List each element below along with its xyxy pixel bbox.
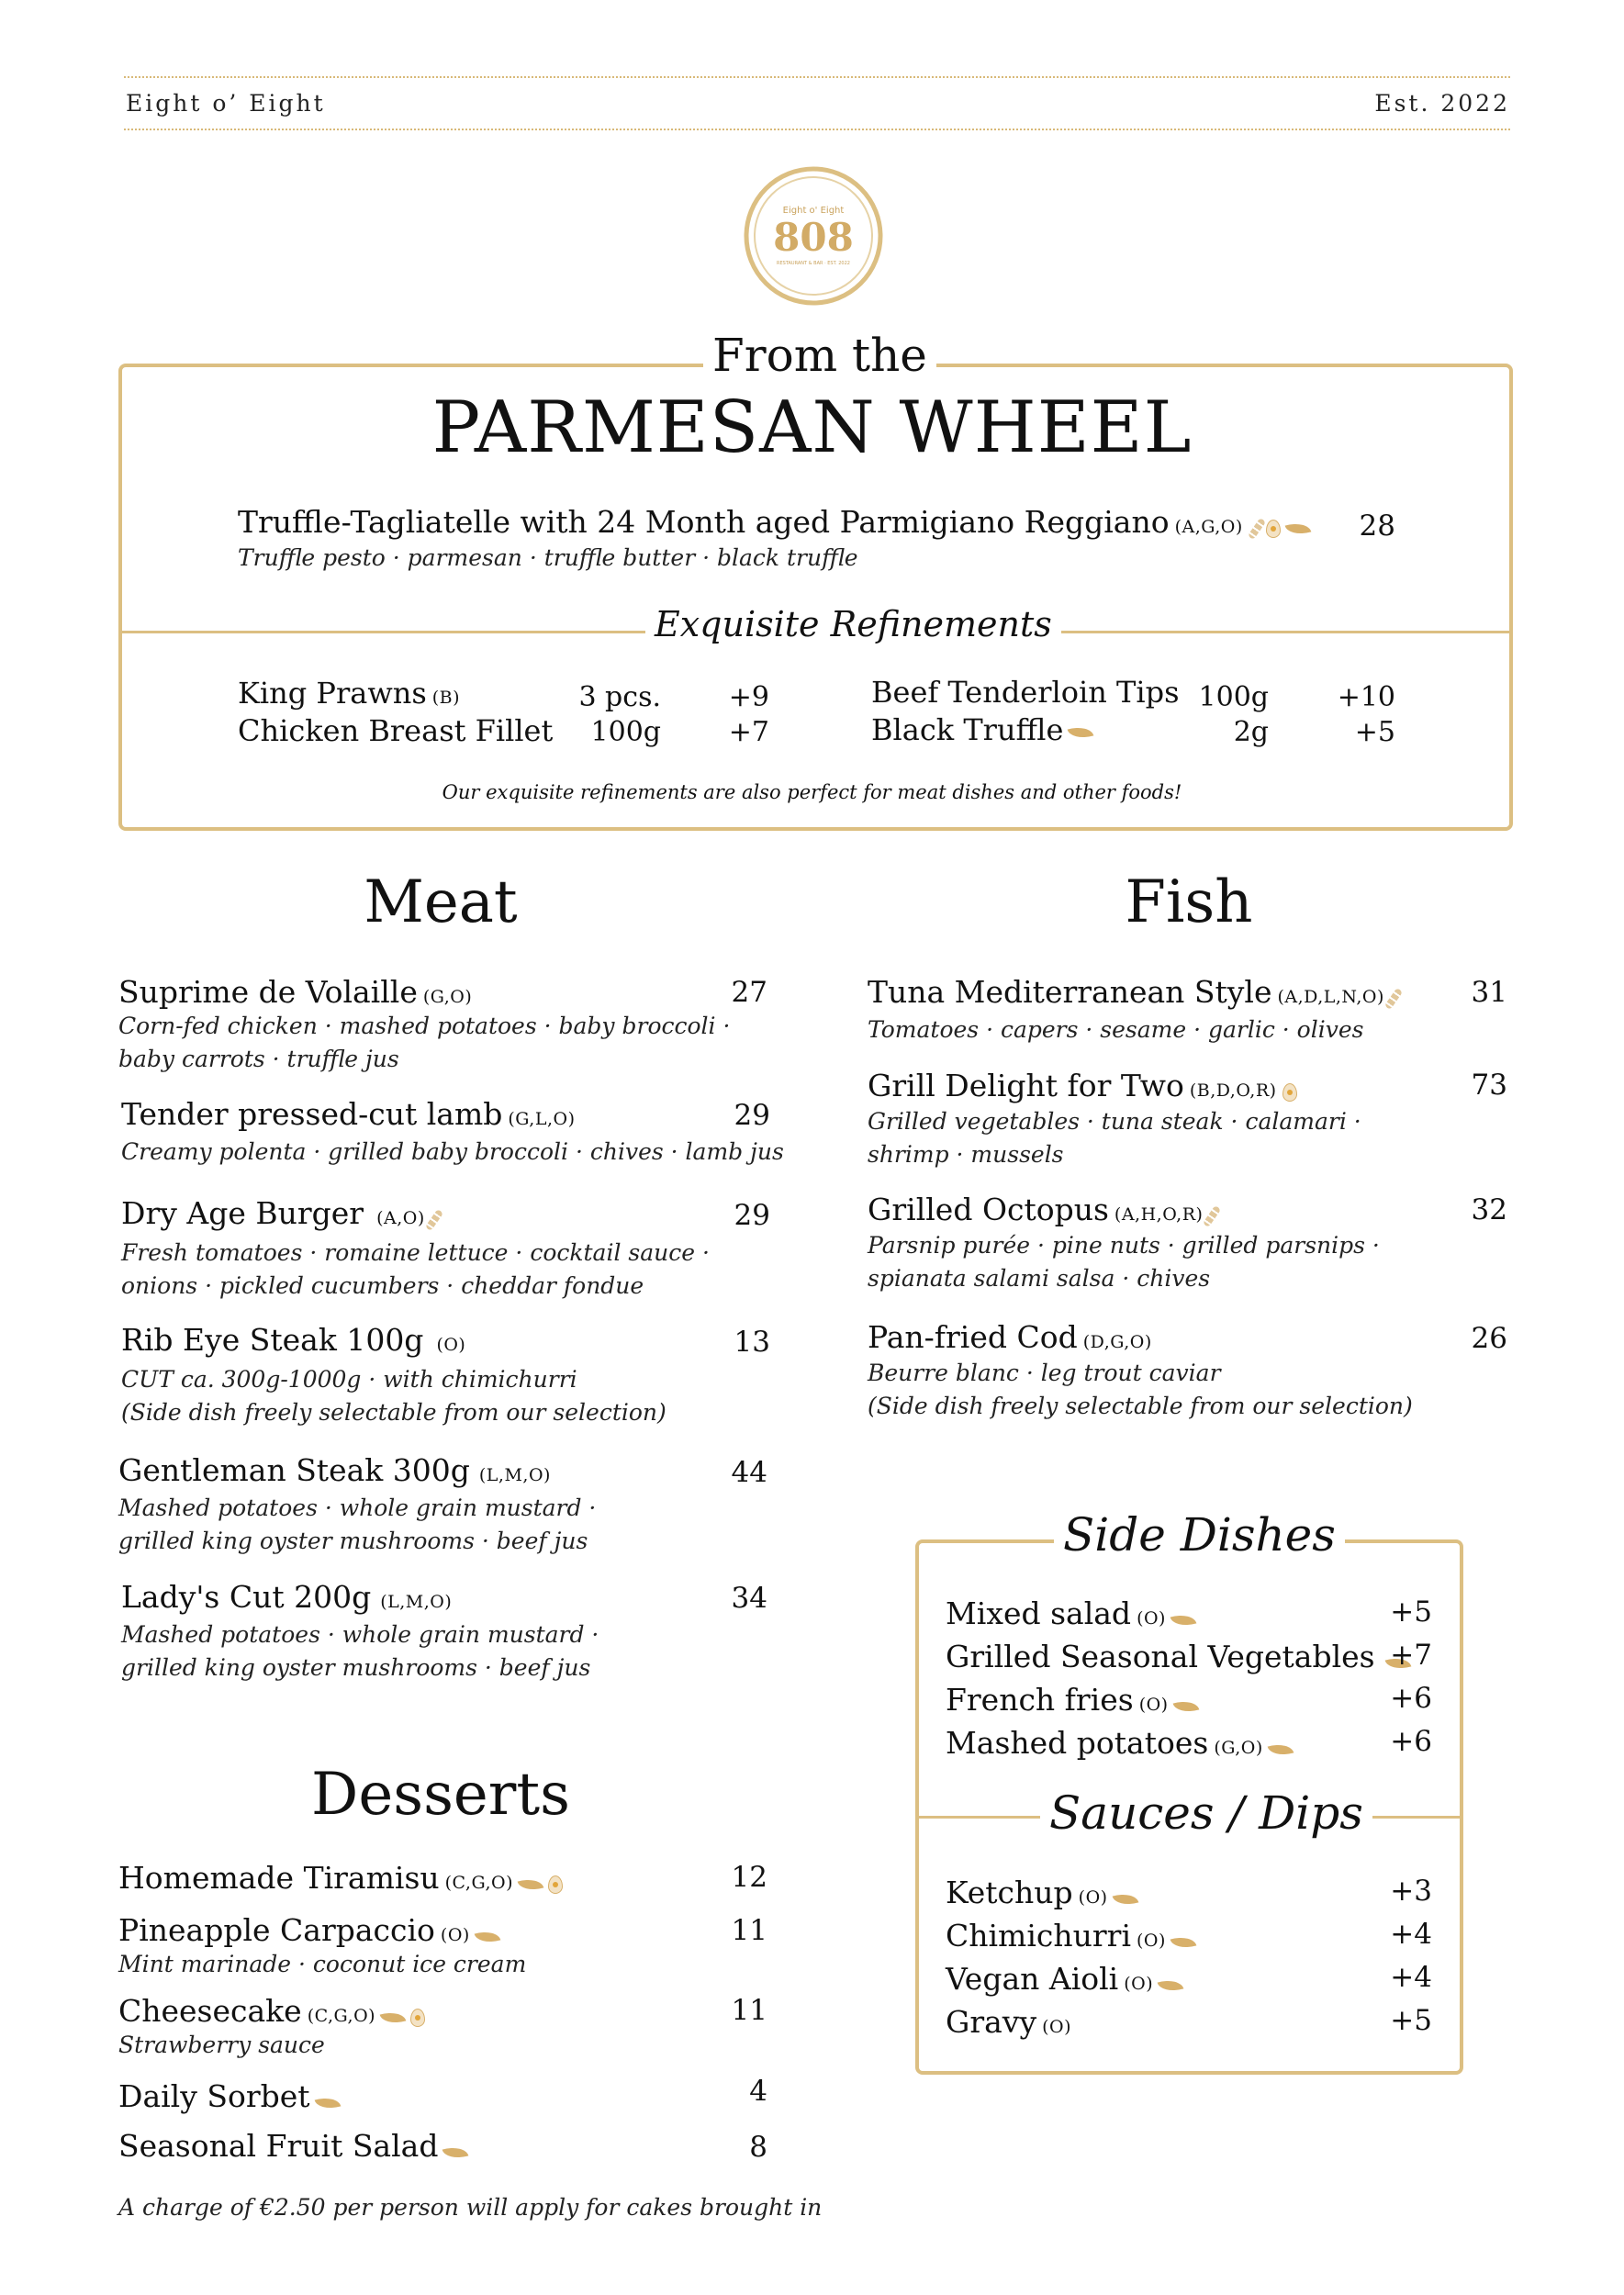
egg-icon [410, 2009, 425, 2027]
dessert-price-tiramisu: 12 [731, 1861, 767, 1894]
dessert-price-pineapple: 11 [731, 1914, 767, 1947]
refinement-beef-tenderloin: Beef Tenderloin Tips [871, 675, 1180, 710]
refinement-king-prawns-qty: 3 pcs. [578, 681, 661, 713]
meat-price-burger: 29 [734, 1199, 770, 1232]
leaf-icon [1170, 1932, 1197, 1951]
side-item-french-fries: French fries (O) +6 [946, 1682, 1432, 1718]
dessert-price-cheesecake: 11 [731, 1994, 767, 2027]
sauce-item-vegan-aioli: Vegan Aioli (O) +4 [946, 1961, 1432, 1997]
meat-title: Meat [364, 868, 518, 936]
leaf-icon [1285, 519, 1312, 537]
leaf-icon [1170, 1610, 1197, 1629]
meat-item-suprime: Suprime de Volaille (G,O) Corn-fed chicken · mashed potatoes · baby broccoli · baby carrots · truffle jus [118, 974, 731, 1072]
refinement-beef-qty: 100g [1198, 681, 1269, 713]
refinement-truffle-price: +5 [1354, 716, 1395, 748]
dish-price: 28 [1359, 509, 1395, 543]
dish-allergens: (A,G,O) [1174, 517, 1243, 537]
refinement-truffle-qty: 2g [1233, 716, 1269, 748]
fish-item-cod: Pan-fried Cod (D,G,O) Beurre blanc · leg trout caviar (Side dish freely selectable from our selection) [868, 1319, 1413, 1419]
leaf-icon [442, 2143, 469, 2161]
sauce-item-chimichurri: Chimichurri (O) +4 [946, 1918, 1432, 1954]
parmesan-title-small: From the [703, 329, 936, 382]
refinement-chicken-qty: 100g [590, 716, 661, 748]
leaf-icon [1112, 1889, 1138, 1908]
meat-price-gentleman: 44 [731, 1456, 767, 1489]
dessert-price-fruit-salad: 8 [749, 2131, 767, 2164]
fish-item-octopus: Grilled Octopus (A,H,O,R) Parsnip purée · pine nuts · grilled parsnips · spianata salami salsa · chives [868, 1192, 1380, 1292]
refinements-title: Exquisite Refinements [645, 604, 1061, 644]
meat-price-ladys-cut: 34 [731, 1582, 767, 1615]
fish-price-octopus: 32 [1471, 1193, 1507, 1226]
dessert-item-fruit-salad: Seasonal Fruit Salad [118, 2128, 467, 2164]
dish-name: Truffle-Tagliatelle with 24 Month aged Parmigiano Reggiano [238, 504, 1170, 540]
dessert-item-cheesecake: Cheesecake (C,G,O) Strawberry sauce [118, 1993, 425, 2062]
leaf-icon [1267, 1740, 1294, 1758]
header-bottom-divider [124, 129, 1510, 130]
leaf-icon [1172, 1696, 1199, 1715]
refinement-king-prawns-price: +9 [728, 681, 769, 713]
wheat-icon [1203, 1204, 1221, 1226]
fish-price-cod: 26 [1471, 1322, 1507, 1355]
leaf-icon [518, 1875, 544, 1893]
restaurant-logo [743, 165, 884, 307]
fish-item-grill-delight: Grill Delight for Two (B,D,O,R) Grilled vegetables · tuna steak · calamari · shrimp · mussels [868, 1068, 1361, 1168]
dessert-item-pineapple: Pineapple Carpaccio (O) Mint marinade · coconut ice cream [118, 1912, 527, 1977]
leaf-icon [1068, 722, 1094, 741]
sauce-item-gravy: Gravy (O) +5 [946, 2004, 1432, 2040]
established-year: Est. 2022 [1374, 90, 1510, 117]
wheat-icon [425, 1208, 443, 1230]
dessert-item-tiramisu: Homemade Tiramisu (C,G,O) [118, 1860, 563, 1896]
meat-item-ladys-cut: Lady's Cut 200g (L,M,O) Mashed potatoes · whole grain mustard · grilled king oyster mushrooms · beef jus [121, 1579, 599, 1681]
side-dishes-title: Side Dishes [1054, 1508, 1345, 1562]
header-top-divider [124, 76, 1510, 78]
meat-item-gentleman: Gentleman Steak 300g (L,M,O) Mashed potatoes · whole grain mustard · grilled king oyster mushrooms · beef jus [118, 1452, 597, 1554]
sauce-item-ketchup: Ketchup (O) +3 [946, 1875, 1432, 1910]
dessert-item-sorbet: Daily Sorbet [118, 2078, 340, 2114]
parmesan-title-big: PARMESAN WHEEL [431, 386, 1193, 469]
leaf-icon [314, 2093, 341, 2111]
leaf-icon [380, 2008, 407, 2026]
sauces-title: Sauces / Dips [1040, 1786, 1372, 1840]
egg-icon [1266, 520, 1281, 538]
desserts-title: Desserts [311, 1761, 570, 1829]
meat-price-suprime: 27 [731, 976, 767, 1009]
side-item-mixed-salad: Mixed salad (O) +5 [946, 1595, 1432, 1631]
meat-item-lamb: Tender pressed-cut lamb (G,L,O) Creamy polenta · grilled baby broccoli · chives · lamb jus [121, 1096, 784, 1165]
refinement-chicken-breast: Chicken Breast Fillet [238, 713, 554, 748]
parmesan-dish [238, 504, 1310, 575]
meat-price-lamb: 29 [734, 1099, 770, 1132]
brand-name: Eight o’ Eight [126, 90, 326, 117]
meat-price-ribeye: 13 [734, 1326, 770, 1359]
logo-top-text: Eight o' Eight [782, 206, 845, 216]
side-item-mashed-potatoes: Mashed potatoes (G,O) +6 [946, 1725, 1432, 1761]
refinement-chicken-price: +7 [728, 716, 769, 748]
egg-icon [548, 1875, 563, 1894]
refinements-note: Our exquisite refinements are also perfect for meat dishes and other foods! [442, 781, 1182, 803]
leaf-icon [1158, 1976, 1184, 1994]
logo-number: 808 [773, 215, 854, 260]
meat-item-ribeye: Rib Eye Steak 100g (O) CUT ca. 300g-1000g · with chimichurri (Side dish freely selectable from our selection) [121, 1322, 666, 1426]
wheat-icon [1248, 517, 1266, 539]
fish-price-grill-delight: 73 [1471, 1069, 1507, 1102]
leaf-icon [474, 1927, 500, 1945]
fish-price-tuna: 31 [1471, 976, 1507, 1009]
wheat-icon [1384, 987, 1403, 1009]
logo-bottom-text: RESTAURANT & BAR · EST. 2022 [777, 261, 850, 266]
dessert-price-sorbet: 4 [749, 2075, 767, 2108]
refinement-king-prawns: King Prawns (B) [238, 676, 461, 711]
fish-item-tuna: Tuna Mediterranean Style (A,D,L,N,O) Tomatoes · capers · sesame · garlic · olives [868, 974, 1397, 1047]
refinement-beef-price: +10 [1337, 681, 1395, 713]
dish-description: Truffle pesto · parmesan · truffle butter · black truffle [238, 544, 858, 571]
refinement-black-truffle: Black Truffle [871, 712, 1092, 747]
fish-title: Fish [1125, 868, 1253, 936]
meat-item-burger: Dry Age Burger (A,O) Fresh tomatoes · romaine lettuce · cocktail sauce · onions · pickled cucumbers · cheddar fondue [121, 1195, 710, 1299]
side-item-grilled-vegetables: Grilled Seasonal Vegetables +7 [946, 1639, 1432, 1674]
cake-charge-note: A charge of €2.50 per person will apply for cakes brought in [118, 2194, 823, 2221]
egg-icon [1282, 1083, 1297, 1102]
